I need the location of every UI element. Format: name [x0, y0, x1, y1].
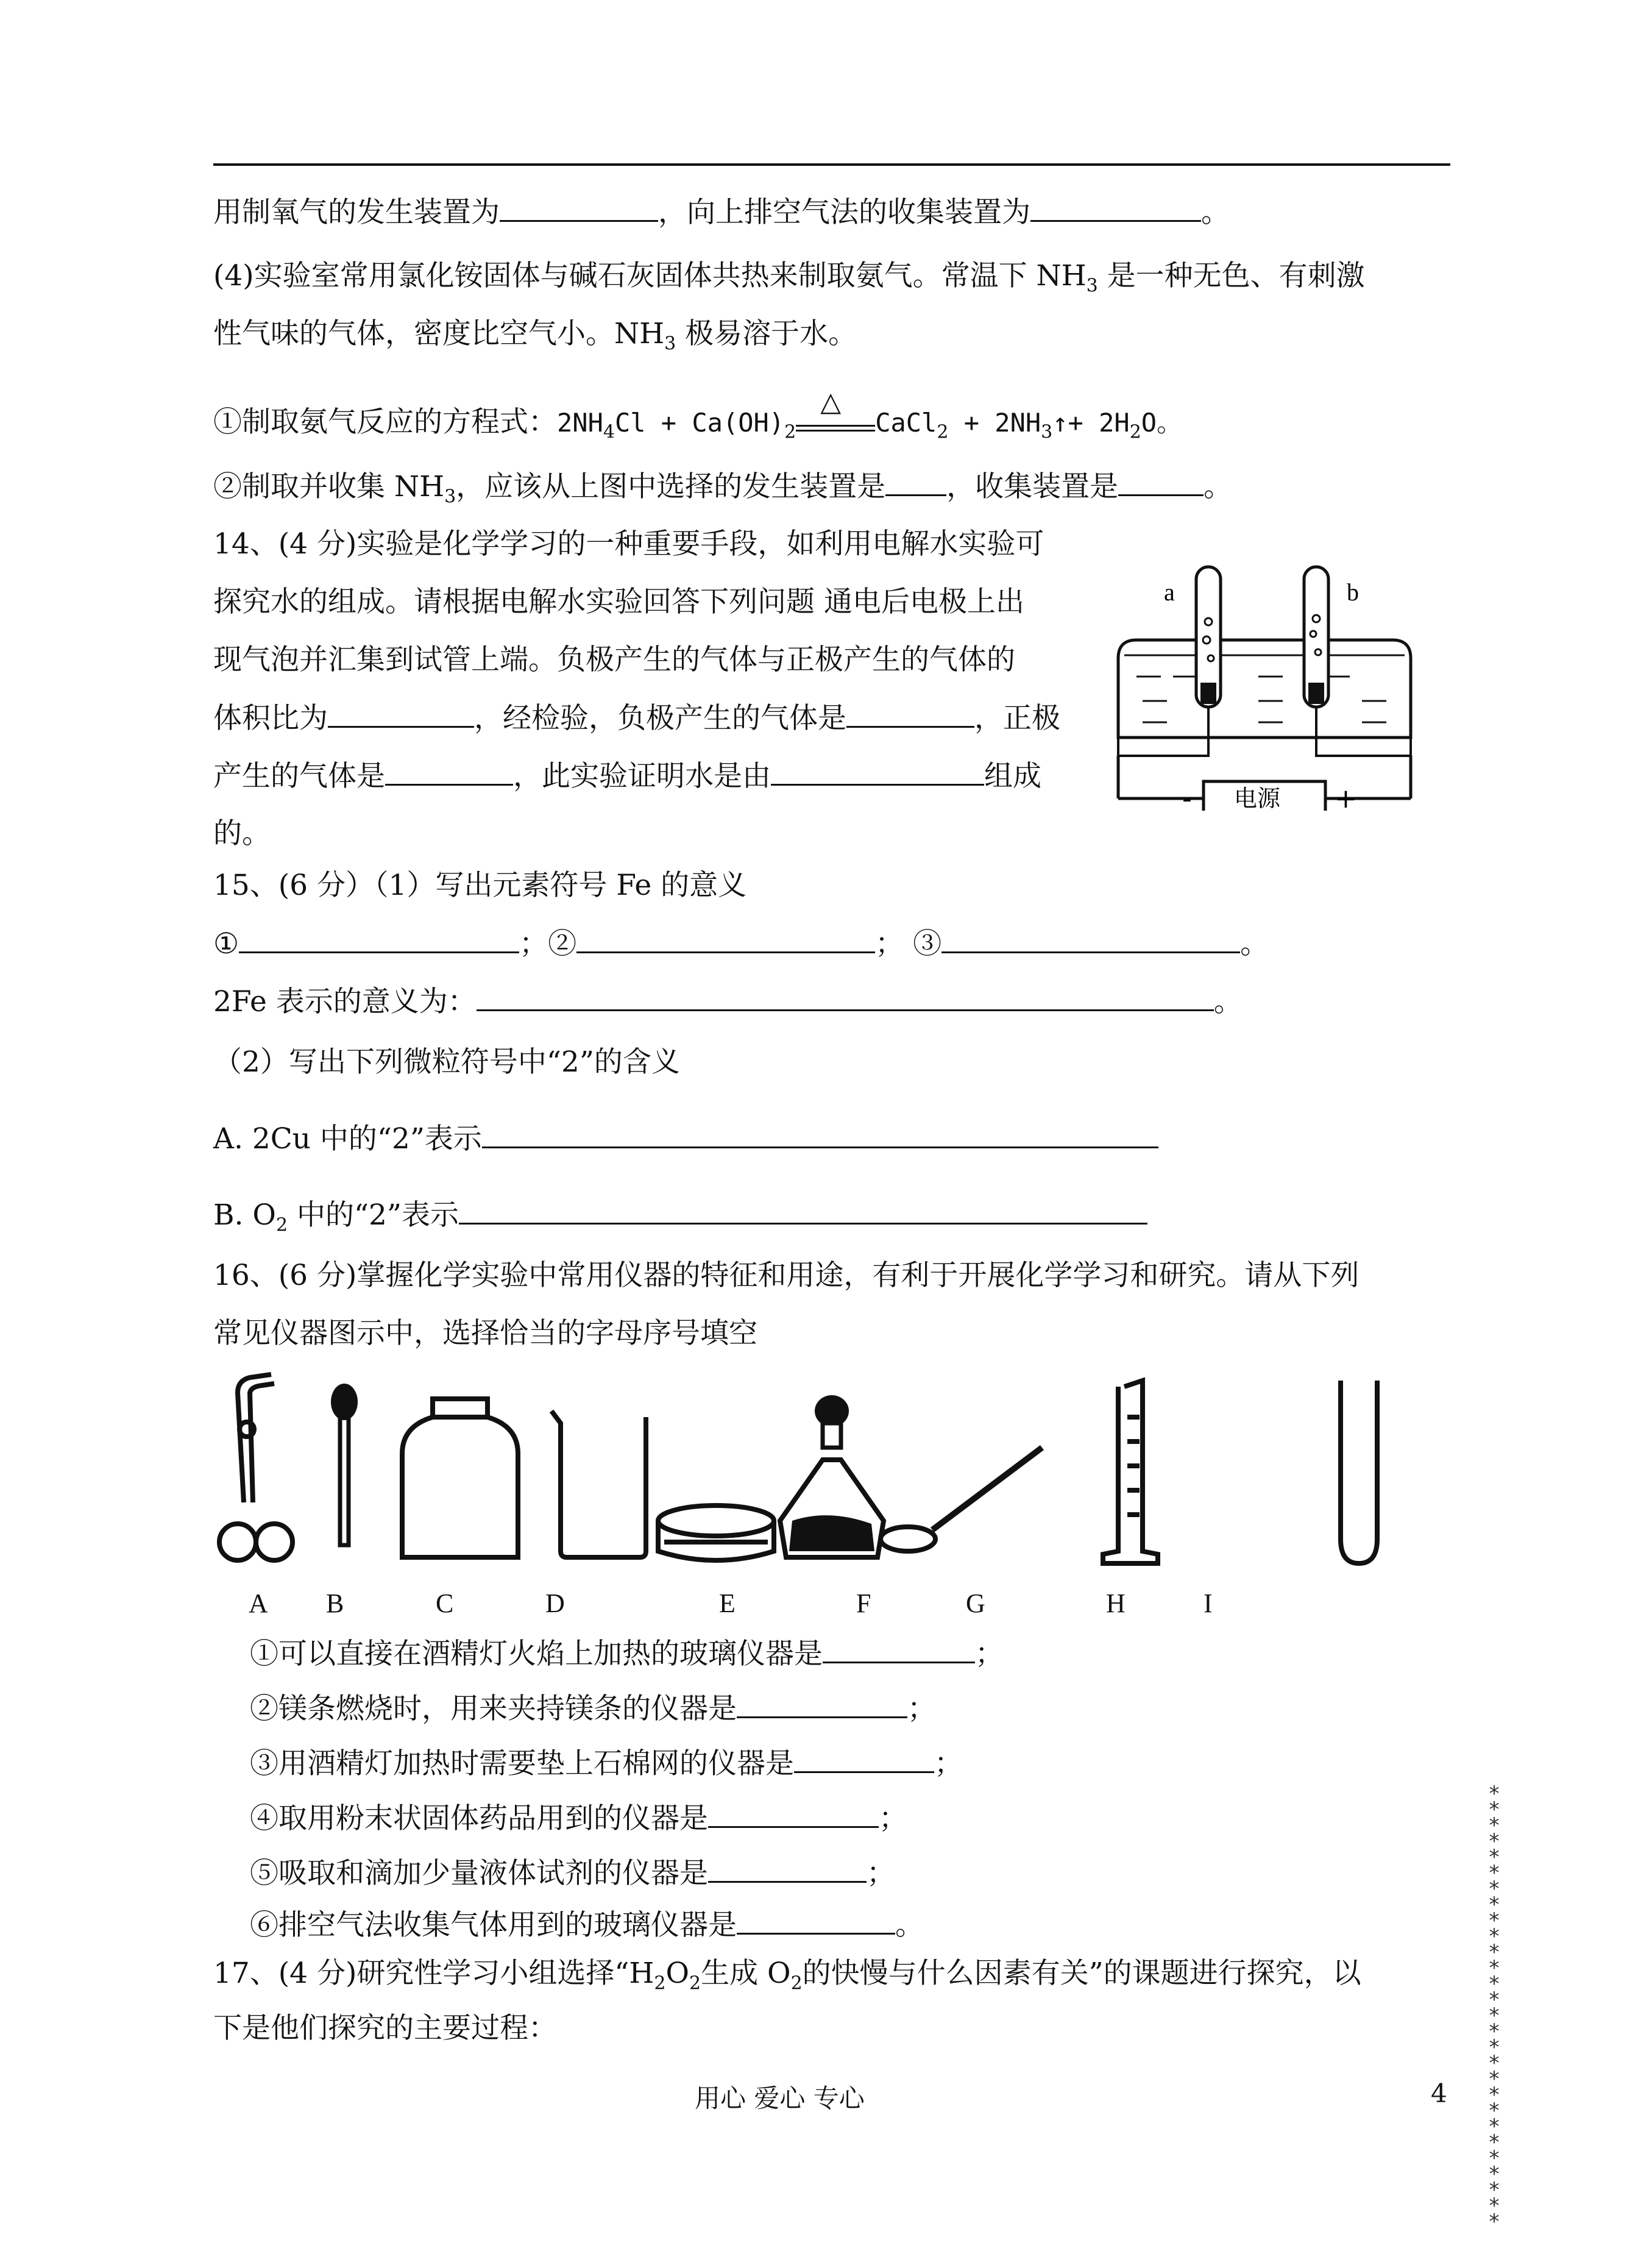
heat-condition: [796, 386, 875, 432]
electrode-a: [1200, 683, 1216, 704]
text: 探究水的组成。请根据电解水实验回答下列问题 通电后电极上出: [213, 585, 1024, 619]
medicine-spoon-icon: [881, 1448, 1042, 1551]
q14-line-5: [213, 756, 1041, 797]
answer-blank[interactable]: [846, 698, 974, 728]
text: 的快慢与什么因素有关”的课题进行探究，以: [802, 1957, 1361, 1990]
instrument-label-i: I: [1204, 1588, 1213, 1618]
formula: CaCl: [875, 408, 937, 438]
q15-line-1: [213, 866, 746, 906]
q14-line-3: [213, 640, 1015, 680]
equals-sign: [796, 425, 875, 432]
header-rule: [213, 163, 1450, 166]
text: ②制取并收集 NH: [213, 470, 445, 503]
text: 极易溶于水。: [676, 317, 857, 350]
electrolysis-apparatus-figure: [1106, 555, 1423, 811]
equation-line: [213, 386, 1183, 443]
answer-blank[interactable]: [941, 923, 1240, 953]
instrument-label-c: C: [436, 1588, 454, 1618]
text: 性气味的气体，密度比空气小。NH: [213, 317, 665, 350]
text: （2）写出下列微粒符号中“2”的含义: [213, 1045, 680, 1079]
evaporating-dish-icon: [658, 1505, 774, 1560]
text: ④取用粉末状固体药品用到的仪器是: [250, 1802, 708, 1835]
answer-blank[interactable]: [482, 1118, 1158, 1148]
text: ①: [213, 927, 239, 961]
q14-line-6: [213, 814, 271, 854]
power-source-label: 电源: [1234, 785, 1281, 811]
text-line-1: [213, 192, 1230, 233]
q15-line-4: [213, 1042, 680, 1082]
answer-blank[interactable]: [823, 1633, 975, 1663]
text: 14、(4 分)实验是化学学习的一种重要手段，如利用电解水实验可: [213, 527, 1044, 561]
answer-blank[interactable]: [771, 756, 984, 786]
text: (4)实验室常用氯化铵固体与碱石灰固体共热来制取氨气。常温下 NH: [213, 259, 1087, 293]
q15-line-6: [213, 1195, 1147, 1235]
formula: + 2NH: [948, 408, 1041, 438]
subscript: 4: [603, 421, 615, 443]
option-1: [250, 1633, 1004, 1674]
subscript: 3: [1041, 421, 1053, 443]
subscript: 2: [790, 1972, 803, 1994]
q15-line-5: [213, 1118, 1158, 1159]
q14-line-4: [213, 698, 1060, 739]
text: ，应该从上图中选择的发生装置是: [456, 470, 886, 503]
option-2: [250, 1688, 936, 1729]
tube-a-label: a: [1164, 578, 1175, 606]
instrument-label-h: H: [1106, 1588, 1126, 1618]
formula: O。: [1141, 408, 1183, 438]
text: 。: [1213, 985, 1243, 1018]
option-6: [250, 1905, 924, 1946]
q16-line-2: [213, 1314, 757, 1354]
option-3: [250, 1743, 963, 1784]
answer-blank[interactable]: [737, 1688, 907, 1718]
positive-terminal-label: +: [1335, 783, 1357, 811]
text: A. 2Cu 中的“2”表示: [213, 1122, 482, 1156]
text: 生成 O: [701, 1957, 791, 1990]
test-tube-icon: [1341, 1381, 1377, 1563]
text: 。: [1201, 196, 1230, 229]
subscript: 2: [689, 1972, 701, 1994]
graduated-cylinder-icon: [1103, 1381, 1158, 1563]
heat-triangle-icon: △: [820, 386, 842, 418]
text: B. O: [213, 1198, 276, 1232]
text: 的。: [213, 817, 271, 850]
q15-line-2: [213, 923, 1269, 964]
formula: Cl + Ca(OH): [614, 408, 785, 438]
text: ；: [867, 1857, 895, 1890]
dropper-icon: [331, 1384, 358, 1545]
answer-blank[interactable]: [885, 466, 946, 496]
text: ；: [879, 1802, 907, 1835]
wire-right: [1316, 707, 1411, 756]
footer-motto: 用心 爱心 专心: [695, 2083, 865, 2113]
text: 组成: [984, 759, 1041, 793]
subscript: 2: [1129, 421, 1141, 443]
q15-line-3: [213, 981, 1243, 1022]
text: ；: [934, 1747, 963, 1780]
text: ； ③: [875, 927, 942, 961]
answer-blank[interactable]: [794, 1743, 934, 1773]
text: ，收集装置是: [946, 470, 1119, 503]
option-5: [250, 1853, 895, 1894]
text: ；: [907, 1692, 936, 1726]
page-number: 4: [1431, 2078, 1447, 2108]
text: 。: [1204, 470, 1233, 503]
text: 产生的气体是: [213, 759, 385, 793]
instrument-label-b: B: [326, 1588, 344, 1618]
text: 15、(6 分）（1）写出元素符号 Fe 的意义: [213, 869, 747, 902]
answer-blank[interactable]: [500, 192, 658, 222]
instruments-figure: [213, 1368, 1389, 1576]
answer-blank[interactable]: [477, 981, 1214, 1011]
negative-terminal-label: -: [1182, 783, 1192, 811]
subscript: 2: [937, 421, 949, 443]
answer-blank[interactable]: [1118, 466, 1204, 496]
answer-blank[interactable]: [708, 1853, 867, 1883]
text: 用制氧气的发生装置为: [213, 196, 500, 229]
q14-line-2: [213, 582, 1024, 622]
wire-left: [1118, 707, 1208, 756]
instrument-label-f: F: [856, 1588, 871, 1618]
formula: 2NH: [557, 408, 603, 438]
crucible-tongs-icon: [219, 1374, 292, 1560]
q17-line-2: [213, 2008, 557, 2049]
text: ，此实验证明水是由: [513, 759, 771, 793]
text: ，经检验，负极产生的气体是: [474, 702, 846, 735]
answer-blank[interactable]: [385, 756, 513, 786]
q17-line-1: [213, 1953, 1361, 1994]
electrode-b: [1308, 683, 1324, 704]
wide-mouth-bottle-icon: [402, 1399, 518, 1557]
text: 下是他们探究的主要过程：: [213, 2011, 557, 2045]
text: 体积比为: [213, 702, 328, 735]
text-line-5: [213, 466, 1232, 507]
alcohol-lamp-icon: [780, 1395, 884, 1557]
text: 现气泡并汇集到试管上端。负极产生的气体与正极产生的气体的: [213, 643, 1015, 677]
text: ⑤吸取和滴加少量液体试剂的仪器是: [250, 1857, 708, 1890]
water-dashes: [1136, 677, 1386, 722]
text: ⑥排空气法收集气体用到的玻璃仪器是: [250, 1908, 737, 1942]
text: 中的“2”表示: [288, 1198, 459, 1232]
instrument-label-g: G: [966, 1588, 985, 1618]
tube-b-label: b: [1347, 578, 1359, 606]
text-line-3: [213, 314, 857, 354]
answer-blank[interactable]: [239, 923, 519, 953]
subscript: 3: [444, 486, 456, 508]
text: ①制取氨气反应的方程式：: [213, 405, 557, 439]
text: 是一种无色、有刺激: [1097, 259, 1365, 293]
instrument-label-d: D: [545, 1588, 565, 1618]
text: ，向上排空气法的收集装置为: [658, 196, 1030, 229]
subscript: 3: [1086, 275, 1098, 297]
text: ③用酒精灯加热时需要垫上石棉网的仪器是: [250, 1747, 794, 1780]
answer-blank[interactable]: [708, 1798, 879, 1828]
subscript: 2: [654, 1972, 666, 1994]
subscript: 2: [784, 421, 796, 443]
text: 16、(6 分)掌握化学实验中常用仪器的特征和用途，有利于开展化学学习和研究。请从下列: [213, 1259, 1360, 1292]
instrument-label-a: A: [249, 1588, 268, 1618]
answer-blank[interactable]: [459, 1195, 1147, 1225]
answer-blank[interactable]: [737, 1905, 895, 1935]
subscript: 2: [275, 1214, 288, 1236]
text: ②镁条燃烧时，用来夹持镁条的仪器是: [250, 1692, 737, 1726]
text: 17、(4 分)研究性学习小组选择“H: [213, 1957, 654, 1990]
text: 常见仪器图示中，选择恰当的字母序号填空: [213, 1317, 757, 1350]
text-line-2: [213, 256, 1365, 296]
q16-line-1: [213, 1256, 1359, 1296]
margin-stars: ****************************: [1487, 1782, 1501, 2234]
option-4: [250, 1798, 907, 1839]
text: ，正极: [974, 702, 1060, 735]
instrument-label-e: E: [719, 1588, 736, 1618]
q14-line-1: [213, 524, 1044, 564]
text: ；: [975, 1637, 1004, 1671]
answer-blank[interactable]: [328, 698, 474, 728]
text: 2Fe 表示的意义为：: [213, 985, 477, 1018]
text: ①可以直接在酒精灯火焰上加热的玻璃仪器是: [250, 1637, 823, 1671]
answer-blank[interactable]: [1030, 192, 1201, 222]
text: 。: [1240, 927, 1269, 961]
text: ；②: [519, 927, 577, 961]
text: O: [665, 1957, 689, 1990]
subscript: 3: [664, 333, 676, 355]
answer-blank[interactable]: [576, 923, 875, 953]
beaker-icon: [551, 1411, 646, 1557]
text: 。: [895, 1908, 924, 1942]
formula: ↑+ 2H: [1052, 408, 1130, 438]
